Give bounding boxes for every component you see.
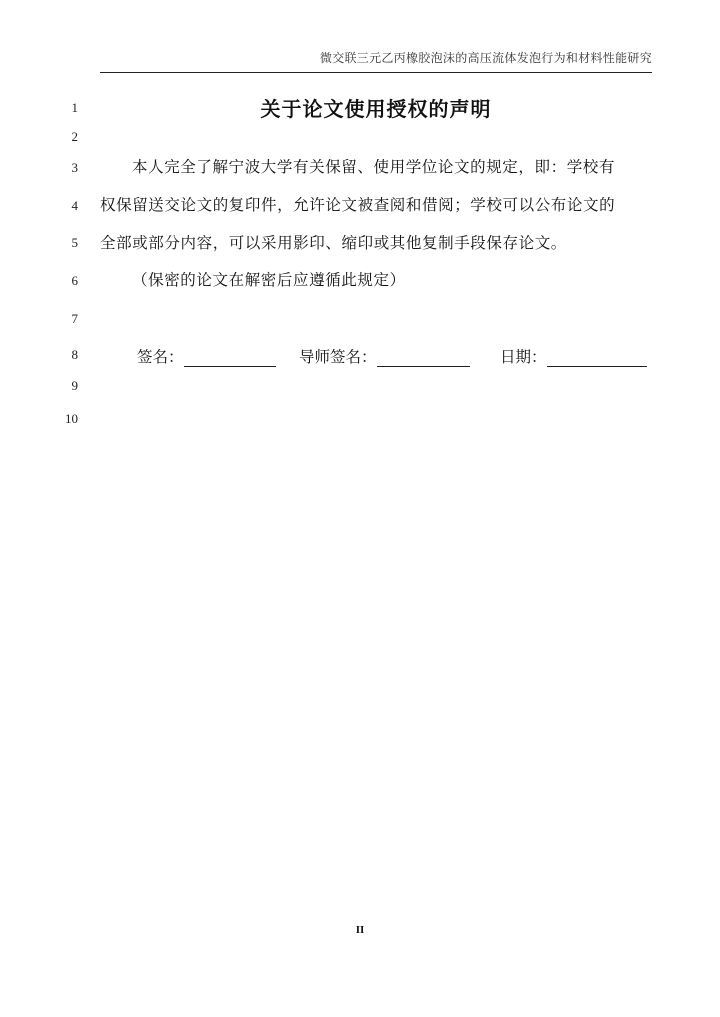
line-number: 2 <box>71 129 78 144</box>
line-number: 6 <box>71 273 78 288</box>
advisor-signature-label: 导师签名： <box>299 348 377 366</box>
line-number: 8 <box>71 347 78 362</box>
line-number: 5 <box>71 235 78 250</box>
header-divider <box>100 72 652 73</box>
line-number: 9 <box>71 378 78 393</box>
advisor-signature-blank[interactable] <box>377 348 470 367</box>
signature-row <box>100 345 652 369</box>
document-title: 关于论文使用授权的声明 <box>260 97 492 121</box>
line-number: 1 <box>71 100 78 115</box>
author-signature-label: 签名： <box>137 348 184 366</box>
author-signature <box>137 345 276 367</box>
line-number: 4 <box>71 198 78 213</box>
advisor-signature <box>299 345 470 367</box>
line-number: 10 <box>65 411 78 426</box>
line-number: 3 <box>71 160 78 175</box>
running-header: 微交联三元乙丙橡胶泡沫的高压流体发泡行为和材料性能研究 <box>319 51 652 65</box>
declaration-line-5: 全部或部分内容，可以采用影印、缩印或其他复制手段保存论文。 <box>100 234 567 252</box>
confidential-note: （保密的论文在解密后应遵循此规定） <box>132 271 406 289</box>
author-signature-blank[interactable] <box>184 348 276 367</box>
line-number: 7 <box>71 311 78 326</box>
date-field <box>500 345 647 367</box>
date-blank[interactable] <box>547 348 647 367</box>
declaration-line-4: 权保留送交论文的复印件，允许论文被查阅和借阅；学校可以公布论文的 <box>100 196 616 214</box>
declaration-line-3: 本人完全了解宁波大学有关保留、使用学位论文的规定，即：学校有 <box>132 158 616 176</box>
date-label: 日期： <box>500 348 547 366</box>
page-number: II <box>355 924 365 936</box>
